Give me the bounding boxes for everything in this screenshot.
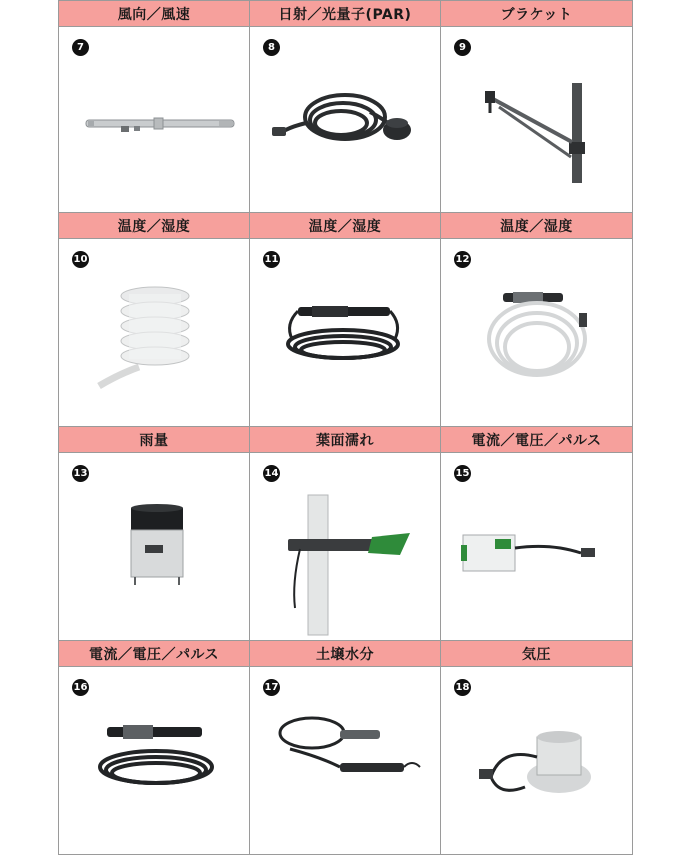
item-number-badge: 8 [263,39,280,56]
sensor-cell [59,641,250,855]
item-number-badge: 17 [263,679,280,696]
cell-header: 温度／湿度 [59,213,249,239]
sensor-table [58,0,632,855]
anemometer-icon [59,27,249,212]
sensor-cell [250,641,441,855]
item-number-badge: 15 [454,465,471,482]
item-number-badge: 7 [72,39,89,56]
cell-header: 電流／電圧／パルス [441,427,632,453]
sensor-cell [59,213,250,427]
sensor-cell [250,0,441,213]
sensor-cell [59,427,250,641]
cell-header: 日射／光量子(PAR) [250,1,440,27]
item-number-badge: 11 [263,251,280,268]
sensor-cell [250,213,441,427]
solar-radiation-sensor-icon [250,27,440,212]
temp-rh-white-cable-sensor-icon [441,239,632,426]
cell-header: 温度／湿度 [441,213,632,239]
leaf-wetness-sensor-icon [250,453,440,640]
sensor-cell [441,427,633,641]
cell-header: ブラケット [441,1,632,27]
sensor-cell [59,0,250,213]
barometric-pressure-sensor-icon [441,667,632,854]
cell-header: 電流／電圧／パルス [59,641,249,667]
item-number-badge: 18 [454,679,471,696]
pulse-adapter-icon [441,453,632,640]
cell-header: 温度／湿度 [250,213,440,239]
cell-header: 土壌水分 [250,641,440,667]
item-number-badge: 10 [72,251,89,268]
sensor-cell [441,0,633,213]
temp-rh-cable-sensor-icon [250,239,440,426]
item-number-badge: 14 [263,465,280,482]
item-number-badge: 13 [72,465,89,482]
rain-gauge-icon [59,453,249,640]
sensor-cell [250,427,441,641]
soil-moisture-sensor-icon [250,667,440,854]
voltage-cable-sensor-icon [59,667,249,854]
sensor-cell [441,213,633,427]
sensor-cell [441,641,633,855]
cell-header: 気圧 [441,641,632,667]
cell-header: 雨量 [59,427,249,453]
radiation-shield-icon [59,239,249,426]
item-number-badge: 9 [454,39,471,56]
item-number-badge: 16 [72,679,89,696]
cell-header: 葉面濡れ [250,427,440,453]
item-number-badge: 12 [454,251,471,268]
mounting-bracket-icon [441,27,632,212]
cell-header: 風向／風速 [59,1,249,27]
